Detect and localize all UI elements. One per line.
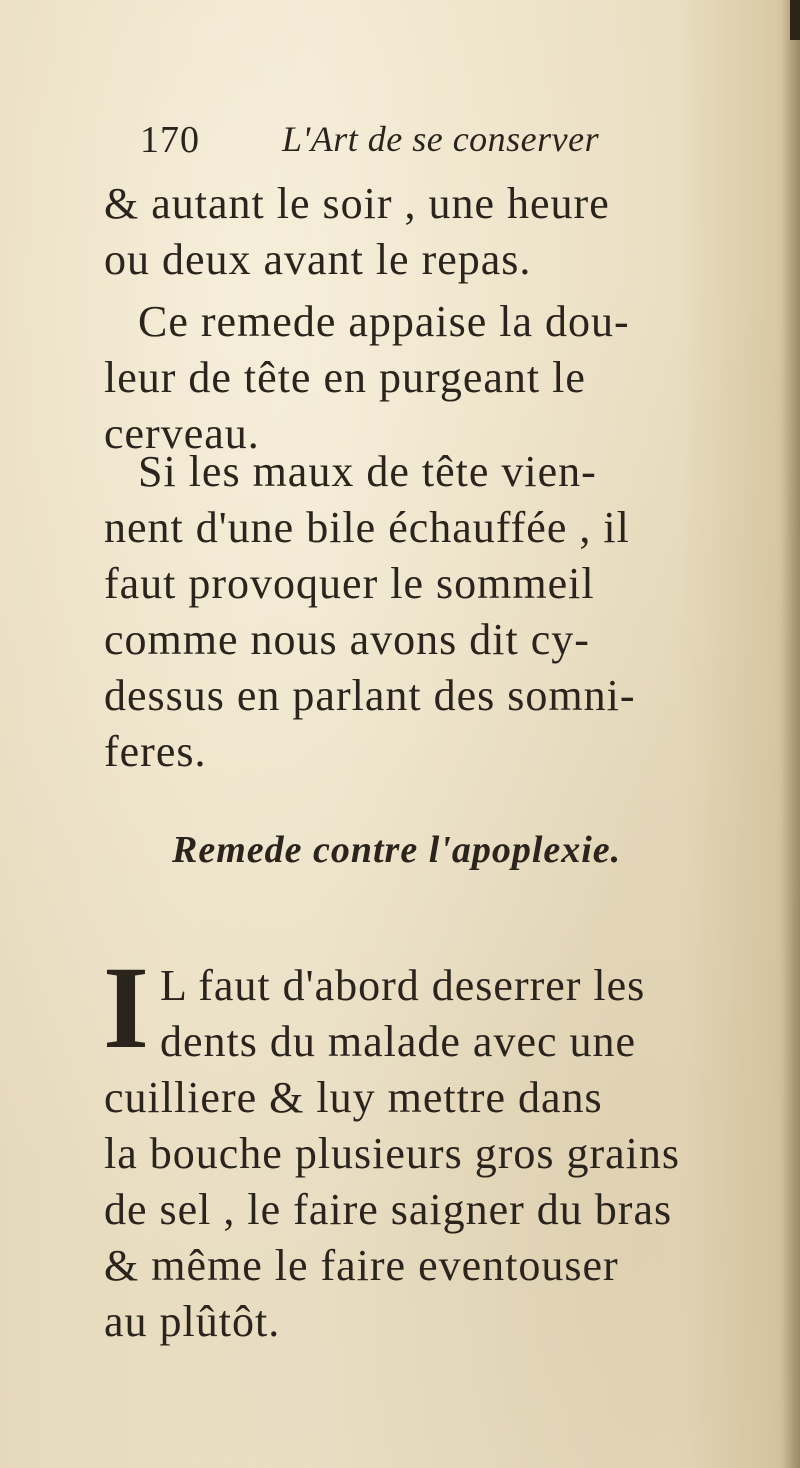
text-line: nent d'une bile échauffée , il bbox=[104, 503, 630, 552]
text-line: la bouche plusieurs gros grains bbox=[104, 1129, 680, 1178]
text-line: & même le faire eventouser bbox=[104, 1241, 619, 1290]
running-head-title: L'Art de se conserver bbox=[282, 119, 600, 159]
text-line: comme nous avons dit cy- bbox=[104, 615, 590, 664]
page-edge-shadow bbox=[782, 0, 800, 1468]
paragraph-remedy-effect bbox=[104, 294, 744, 462]
text-line: feres. bbox=[104, 727, 207, 776]
text-line: dents du malade avec une bbox=[160, 1017, 637, 1066]
text-line: cuilliere & luy mettre dans bbox=[104, 1073, 603, 1122]
text-line: de sel , le faire saigner du bras bbox=[104, 1185, 673, 1234]
drop-cap: I bbox=[103, 942, 149, 1073]
section-opening-lines bbox=[160, 958, 750, 1070]
page-corner bbox=[790, 0, 800, 40]
paragraph-bile bbox=[104, 444, 744, 780]
section-heading: Remede contre l'apoplexie. bbox=[172, 829, 622, 871]
text-line: Si les maux de tête vien- bbox=[138, 447, 597, 496]
text-line: ou deux avant le repas. bbox=[104, 235, 532, 284]
text-line: cerveau. bbox=[104, 409, 260, 458]
page-number: 170 bbox=[140, 119, 200, 161]
text-line: au plûtôt. bbox=[104, 1297, 281, 1346]
text-line: dessus en parlant des somni- bbox=[104, 671, 636, 720]
section-body bbox=[104, 1070, 754, 1350]
text-line: Ce remede appaise la dou- bbox=[138, 297, 630, 346]
text-line: & autant le soir , une heure bbox=[104, 179, 610, 228]
text-line: faut provoquer le sommeil bbox=[104, 559, 595, 608]
paragraph-continuation bbox=[104, 176, 744, 288]
text-line: L faut d'abord deserrer les bbox=[160, 961, 646, 1010]
text-line: leur de tête en purgeant le bbox=[104, 353, 586, 402]
running-head bbox=[140, 118, 700, 169]
